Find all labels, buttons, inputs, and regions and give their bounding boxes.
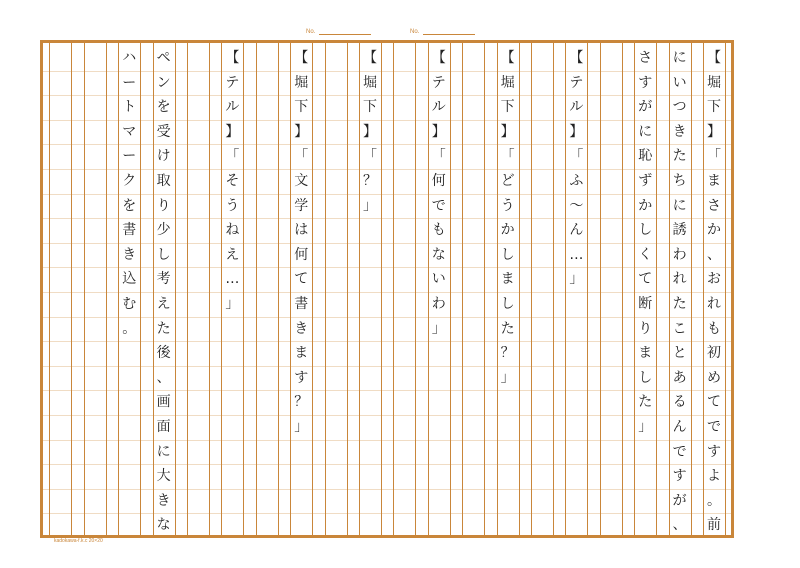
grid-column-rule (531, 43, 532, 535)
manuscript-char: 】 (707, 123, 721, 140)
text-column (359, 46, 381, 218)
manuscript-char: ル (431, 99, 446, 116)
grid-column-rule (187, 43, 188, 535)
manuscript-char: こ (672, 320, 687, 337)
manuscript-char: に (638, 123, 653, 140)
manuscript-char: ん (569, 222, 584, 239)
manuscript-char: そ (225, 172, 240, 189)
manuscript-char: き (294, 320, 309, 337)
manuscript-char: う (225, 197, 240, 214)
manuscript-char: を (156, 99, 171, 116)
grid-row-rule (43, 415, 731, 416)
manuscript-char: む (122, 295, 137, 312)
manuscript-char: テ (431, 74, 446, 91)
manuscript-char: 】 (431, 123, 446, 140)
manuscript-char: 取 (156, 172, 171, 189)
manuscript-char: た (500, 320, 515, 337)
manuscript-char: お (707, 271, 721, 288)
manuscript-char: 断 (638, 295, 653, 312)
manuscript-char: マ (122, 123, 137, 140)
manuscript-char: で (672, 443, 687, 460)
manuscript-char: あ (672, 369, 687, 386)
manuscript-char: ね (225, 222, 240, 239)
grid-column-rule (519, 43, 520, 535)
manuscript-char: よ (707, 468, 721, 485)
grid-column-rule (691, 43, 692, 535)
manuscript-char: 大 (156, 468, 171, 485)
manuscript-char: 、 (707, 246, 721, 263)
manuscript-char: 誘 (672, 222, 687, 239)
manuscript-char: ン (156, 74, 171, 91)
manuscript-char: き (122, 246, 137, 263)
grid-row-rule (43, 292, 731, 293)
manuscript-char: り (638, 320, 653, 337)
manuscript-char: 学 (294, 197, 309, 214)
grid-column-rule (381, 43, 382, 535)
manuscript-char: し (638, 222, 653, 239)
manuscript-char: て (707, 394, 721, 411)
manuscript-char: た (672, 148, 687, 165)
manuscript-char: め (707, 369, 721, 386)
manuscript-char: い (431, 271, 446, 288)
manuscript-char: た (638, 394, 653, 411)
manuscript-char: れ (707, 295, 721, 312)
manuscript-char: テ (569, 74, 584, 91)
manuscript-char: も (431, 222, 446, 239)
header-number-label-1: No. (306, 28, 371, 35)
manuscript-char: れ (672, 271, 687, 288)
text-column (118, 46, 140, 341)
grid-row-rule (43, 169, 731, 170)
manuscript-char: た (156, 320, 171, 337)
manuscript-char: ま (500, 271, 515, 288)
manuscript-char: け (156, 148, 171, 165)
manuscript-char: う (500, 197, 515, 214)
manuscript-char: わ (672, 246, 687, 263)
grid-column-rule (243, 43, 244, 535)
grid-column-rule (553, 43, 554, 535)
manuscript-char: に (672, 197, 687, 214)
grid-column-rule (106, 43, 107, 535)
manuscript-char: ト (122, 99, 137, 116)
manuscript-char: 下 (500, 99, 515, 116)
grid-row-rule (43, 341, 731, 342)
manuscript-char: ハ (122, 50, 137, 66)
grid-column-rule (656, 43, 657, 535)
manuscript-char: 下 (363, 99, 377, 116)
grid-column-rule (256, 43, 257, 535)
manuscript-char: わ (431, 295, 446, 312)
manuscript-char: 込 (122, 271, 137, 288)
manuscript-char: り (156, 197, 171, 214)
manuscript-char: 考 (156, 271, 171, 288)
manuscript-char: 下 (294, 99, 309, 116)
manuscript-char: 堀 (363, 74, 377, 91)
manuscript-char: ？ (363, 172, 377, 189)
manuscript-char: な (431, 246, 446, 263)
manuscript-char: 文 (294, 172, 309, 189)
manuscript-char: 何 (294, 246, 309, 263)
manuscript-char: か (500, 222, 515, 239)
manuscript-char: 〜 (569, 197, 584, 214)
grid-row-rule (43, 390, 731, 391)
manuscript-char: に (156, 443, 171, 460)
manuscript-char: 少 (156, 222, 171, 239)
manuscript-char: 【 (225, 50, 240, 66)
manuscript-char: 恥 (638, 148, 653, 165)
manuscript-char: 前 (707, 517, 721, 534)
manuscript-char: ー (122, 148, 137, 165)
manuscript-char: 「 (431, 148, 446, 165)
manuscript-char: て (294, 271, 309, 288)
manuscript-char: き (156, 492, 171, 509)
manuscript-char: 】 (294, 123, 309, 140)
manuscript-char: を (122, 197, 137, 214)
manuscript-char: 【 (294, 50, 309, 66)
manuscript-char: た (672, 295, 687, 312)
manuscript-char: き (672, 123, 687, 140)
grid-column-rule (393, 43, 394, 535)
manuscript-char: も (707, 320, 721, 337)
grid-row-rule (43, 144, 731, 145)
grid-row-rule (43, 267, 731, 268)
manuscript-char: ま (638, 345, 653, 362)
grid-column-rule (725, 43, 726, 535)
grid-column-rule (600, 43, 601, 535)
manuscript-char: 後 (156, 345, 171, 362)
manuscript-char: 堀 (500, 74, 515, 91)
manuscript-char: し (500, 246, 515, 263)
manuscript-char: か (707, 222, 721, 239)
manuscript-char: に (672, 50, 687, 66)
manuscript-char: 」 (363, 197, 377, 214)
text-column (290, 46, 312, 440)
grid-column-rule (84, 43, 85, 535)
manuscript-char: 「 (225, 148, 240, 165)
manuscript-char: ど (500, 172, 515, 189)
grid-column-rule (71, 43, 72, 535)
manuscript-char: 初 (707, 345, 721, 362)
manuscript-char: が (638, 99, 653, 116)
manuscript-char: す (707, 443, 721, 460)
manuscript-char: 、 (156, 369, 171, 386)
manuscript-char: し (156, 246, 171, 263)
manuscript-char: 」 (431, 320, 446, 337)
manuscript-sheet (40, 40, 734, 538)
grid-column-rule (175, 43, 176, 535)
grid-row-rule (43, 218, 731, 219)
manuscript-char: 」 (500, 369, 515, 386)
grid-column-rule (140, 43, 141, 535)
grid-column-rule (209, 43, 210, 535)
manuscript-char: が (672, 492, 687, 509)
manuscript-char: 。 (707, 492, 721, 509)
manuscript-char: い (672, 74, 687, 91)
manuscript-char: ル (569, 99, 584, 116)
manuscript-char: す (638, 74, 653, 91)
manuscript-char: ル (225, 99, 240, 116)
manuscript-char: は (294, 222, 309, 239)
grid-row-rule (43, 243, 731, 244)
text-column (703, 46, 725, 538)
manuscript-char: 【 (569, 50, 584, 66)
grid-column-rule (312, 43, 313, 535)
manuscript-char: 画 (156, 394, 171, 411)
manuscript-char: え (156, 295, 171, 312)
manuscript-char: ふ (569, 172, 584, 189)
grid-column-rule (622, 43, 623, 535)
manuscript-char: ？ (294, 394, 309, 411)
text-column (428, 46, 450, 341)
manuscript-char: … (225, 271, 240, 288)
grid-column-rule (484, 43, 485, 535)
manuscript-char: く (638, 246, 653, 263)
grid-column-rule (49, 43, 50, 535)
manuscript-char: な (156, 517, 171, 534)
manuscript-char: で (431, 197, 446, 214)
grid-column-rule (415, 43, 416, 535)
grid-row-rule (43, 366, 731, 367)
manuscript-char: で (707, 418, 721, 435)
manuscript-char: と (672, 345, 687, 362)
manuscript-char: る (672, 394, 687, 411)
manuscript-char: 。 (122, 320, 137, 337)
text-column (153, 46, 175, 538)
grid-row-rule (43, 95, 731, 96)
manuscript-char: え (225, 246, 240, 263)
grid-row-rule (43, 194, 731, 195)
manuscript-char: 書 (294, 295, 309, 312)
manuscript-char: つ (672, 99, 687, 116)
manuscript-char: さ (638, 50, 653, 66)
manuscript-char: 】 (225, 123, 240, 140)
manuscript-char: す (672, 468, 687, 485)
manuscript-char: テ (225, 74, 240, 91)
manuscript-char: 」 (225, 295, 240, 312)
manuscript-char: ま (294, 345, 309, 362)
manuscript-char: 「 (569, 148, 584, 165)
grid-column-rule (347, 43, 348, 535)
manuscript-char: 「 (363, 148, 377, 165)
manuscript-char: 】 (569, 123, 584, 140)
grid-row-rule (43, 513, 731, 514)
manuscript-char: 「 (294, 148, 309, 165)
manuscript-char: ペ (156, 50, 171, 66)
grid-column-rule (325, 43, 326, 535)
manuscript-char: さ (707, 197, 721, 214)
grid-column-rule (462, 43, 463, 535)
text-column (565, 46, 587, 292)
manuscript-char: 受 (156, 123, 171, 140)
grid-row-rule (43, 464, 731, 465)
text-column (221, 46, 243, 317)
grid-column-rule (587, 43, 588, 535)
manuscript-char: … (569, 246, 584, 263)
manuscript-char: ず (638, 172, 653, 189)
manuscript-char: 「 (500, 148, 515, 165)
grid-row-rule (43, 71, 731, 72)
manuscript-char: 堀 (707, 74, 721, 91)
manuscript-char: て (638, 271, 653, 288)
manuscript-char: 【 (500, 50, 515, 66)
grid-row-rule (43, 317, 731, 318)
grid-column-rule (278, 43, 279, 535)
manuscript-char: 」 (294, 418, 309, 435)
manuscript-char: 】 (363, 123, 377, 140)
manuscript-char: 書 (122, 222, 137, 239)
footer-label: kadokawa-f.k.c 20×20 (54, 538, 103, 544)
manuscript-char: ー (122, 74, 137, 91)
manuscript-char: 何 (431, 172, 446, 189)
grid-row-rule (43, 489, 731, 490)
manuscript-char: す (294, 369, 309, 386)
manuscript-char: 「 (707, 148, 721, 165)
manuscript-char: し (500, 295, 515, 312)
manuscript-char: ま (707, 172, 721, 189)
text-column (669, 46, 691, 538)
manuscript-char: 」 (638, 418, 653, 435)
grid-column-rule (450, 43, 451, 535)
manuscript-char: ク (122, 172, 137, 189)
manuscript-char: ち (672, 172, 687, 189)
manuscript-char: 【 (363, 50, 377, 66)
manuscript-char: 】 (500, 123, 515, 140)
manuscript-char: 下 (707, 99, 721, 116)
manuscript-char: 【 (707, 50, 721, 66)
manuscript-char: か (638, 197, 653, 214)
manuscript-char: し (638, 369, 653, 386)
manuscript-char: 」 (569, 271, 584, 288)
manuscript-char: 面 (156, 418, 171, 435)
manuscript-char: 、 (672, 517, 687, 534)
header-number-label-2: No. (410, 28, 475, 35)
text-column (634, 46, 656, 440)
manuscript-char: ん (672, 418, 687, 435)
manuscript-char: 堀 (294, 74, 309, 91)
manuscript-char: ？ (500, 345, 515, 362)
manuscript-char: 【 (431, 50, 446, 66)
grid-row-rule (43, 440, 731, 441)
grid-row-rule (43, 120, 731, 121)
text-column (497, 46, 519, 390)
